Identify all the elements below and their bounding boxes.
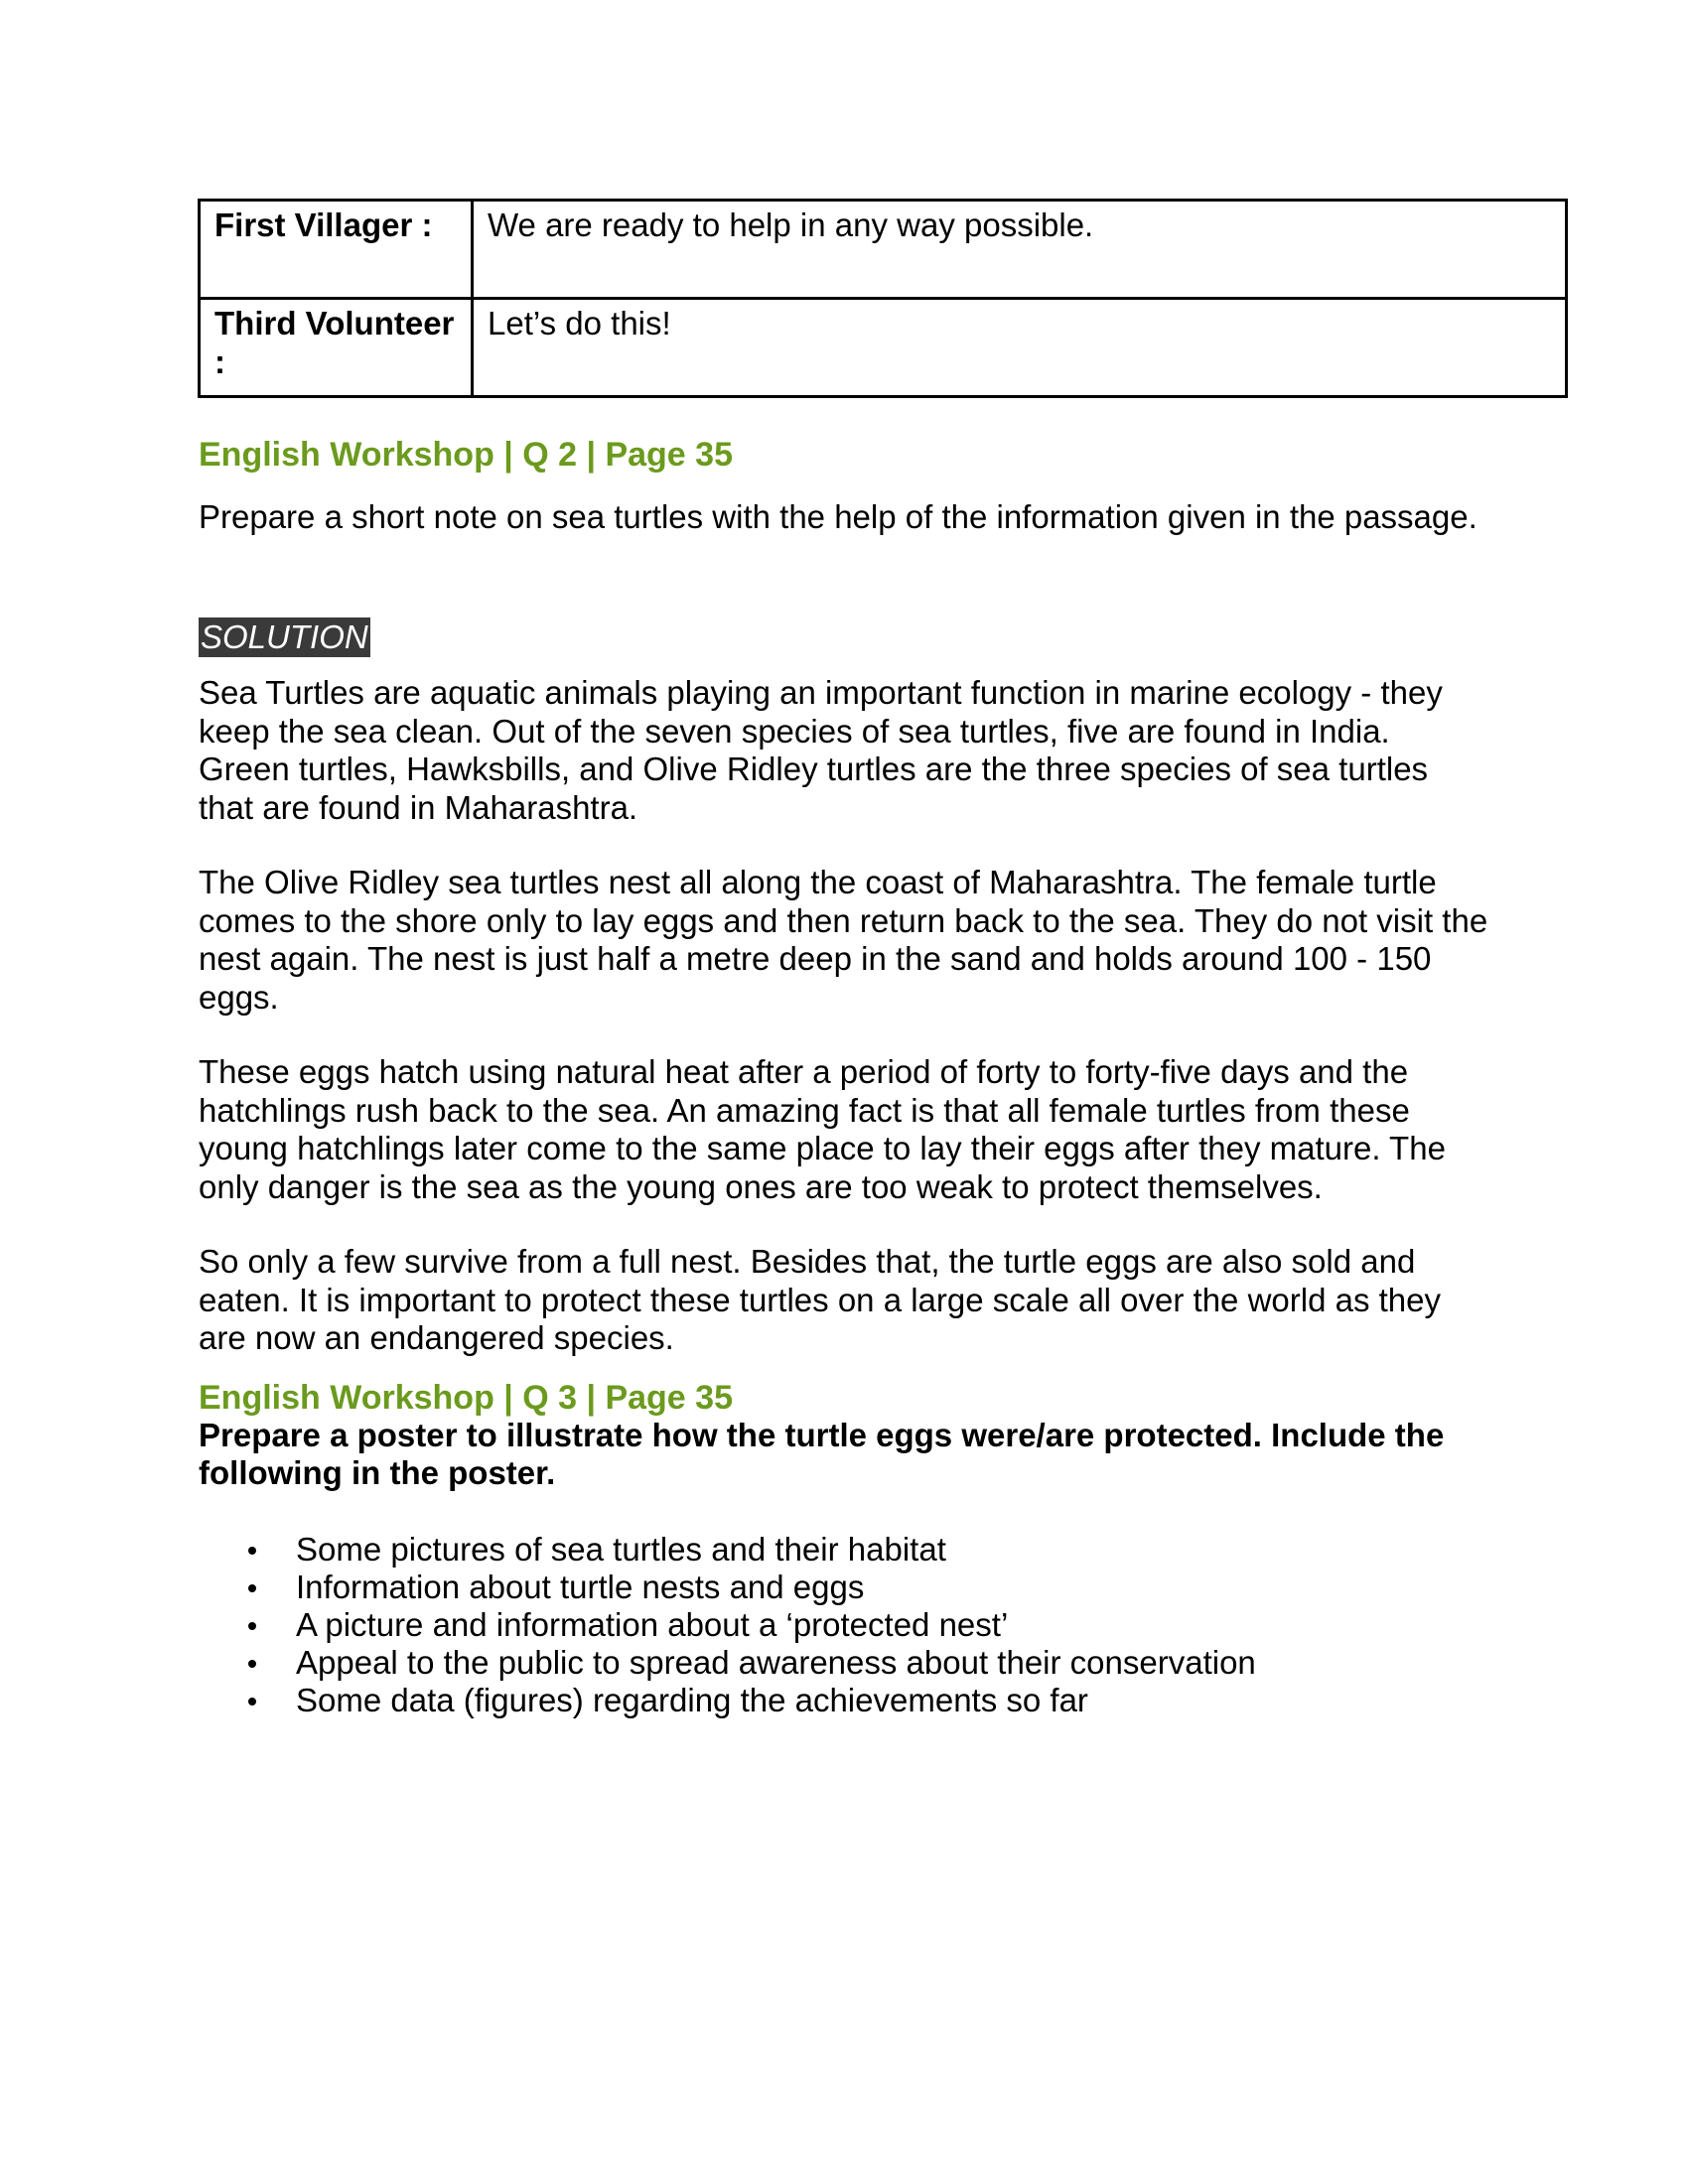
speaker-cell: Third Volunteer : — [200, 299, 473, 397]
list-item — [246, 1682, 1256, 1719]
bullet-icon — [248, 1698, 256, 1706]
list-item — [246, 1531, 1256, 1569]
section-heading-q2: English Workshop | Q 2 | Page 35 — [199, 436, 733, 474]
question-text-q3: Prepare a poster to illustrate how the turtle eggs were/are protected. Include the following in the poster. — [199, 1417, 1445, 1491]
list-item-text: Appeal to the public to spread awareness about their conservation — [296, 1644, 1256, 1681]
speaker-cell: First Villager : — [200, 201, 473, 299]
list-item — [246, 1644, 1256, 1682]
solution-paragraph-3: These eggs hatch using natural heat after a period of forty to forty-five days and the hatchlings rush back to the sea. An amazing fact is that all female turtles from these young hatchlings later come to the same place to lay their eggs after they mature. The only danger is the sea as the young ones are too weak to protect themselves. — [199, 1053, 1446, 1205]
dialogue-cell: We are ready to help in any way possible. — [473, 201, 1567, 299]
list-item-text: Information about turtle nests and eggs — [296, 1569, 865, 1605]
bullet-icon — [248, 1660, 256, 1668]
bullet-icon — [248, 1547, 256, 1555]
list-item-text: A picture and information about a ‘protected nest’ — [296, 1606, 1009, 1643]
solution-label: SOLUTION — [201, 618, 368, 655]
table-row — [200, 299, 1567, 397]
solution-paragraph-1: Sea Turtles are aquatic animals playing an important function in marine ecology - they keep the sea clean. Out of the seven species of sea turtles, five are found in India. Green turtles, Hawksbills, and Olive Ridley turtles are the three species of sea turtles that are found in Maharashtra. — [199, 674, 1443, 826]
list-item-text: Some data (figures) regarding the achievements so far — [296, 1682, 1088, 1718]
list-item — [246, 1569, 1256, 1606]
bullet-icon — [248, 1584, 256, 1592]
question-text-q2: Prepare a short note on sea turtles with the help of the information given in the passage. — [199, 498, 1477, 535]
requirements-list — [246, 1531, 1256, 1719]
dialogue-table — [198, 199, 1568, 398]
solution-paragraph-2: The Olive Ridley sea turtles nest all along the coast of Maharashtra. The female turtle comes to the shore only to lay eggs and then return back to the sea. They do not visit the nest again. The nest is just half a metre deep in the sand and holds around 100 - 150 eggs. — [199, 864, 1488, 1016]
solution-paragraph-4: So only a few survive from a full nest. Besides that, the turtle eggs are also sold and eaten. It is important to protect these turtles on a large scale all over the world as they are now an endangered species. — [199, 1243, 1441, 1356]
bullet-icon — [248, 1622, 256, 1630]
section-heading-q3: English Workshop | Q 3 | Page 35 — [199, 1379, 733, 1417]
dialogue-cell: Let’s do this! — [473, 299, 1567, 397]
list-item-text: Some pictures of sea turtles and their habitat — [296, 1531, 946, 1568]
table-row — [200, 201, 1567, 299]
list-item — [246, 1606, 1256, 1644]
